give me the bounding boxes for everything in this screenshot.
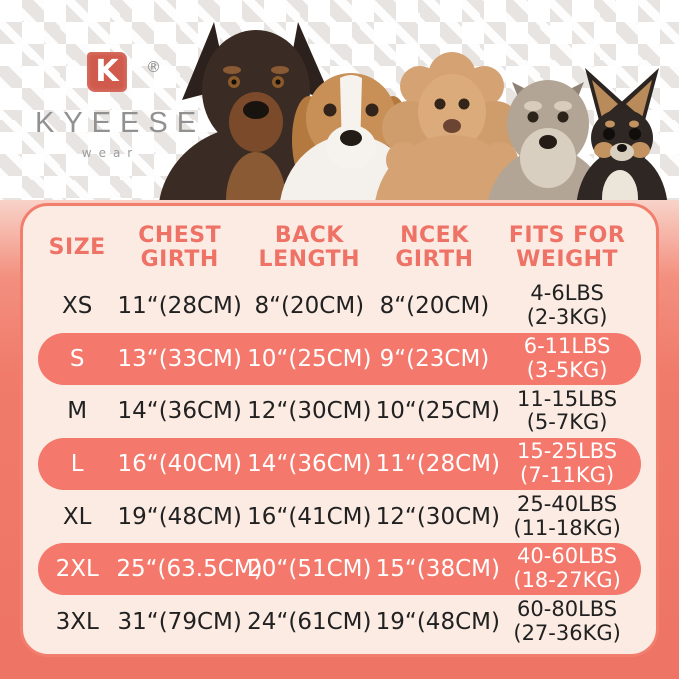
neck-cell: 19“(48CM) [375,608,500,635]
size-cell: XS [62,293,93,320]
weight-cell: 15-25LBS (7-11KG) [517,439,618,488]
weight-cell: 4-6LBS (2-3KG) [526,281,608,330]
table-row-s [38,333,641,386]
size-cell: L [70,451,84,478]
size-cell: S [69,345,85,372]
back-cell: 12“(30CM) [247,398,372,425]
back-cell: 20“(51CM) [247,556,372,583]
size-cell: M [67,398,88,425]
registered-trademark-icon: ® [146,58,161,76]
chest-cell: 19“(48CM) [117,503,242,530]
chest-cell: 25“(63.5CM) [116,556,263,583]
hero-houndstooth-background [0,0,679,205]
weight-cell: 25-40LBS (11-18KG) [513,491,621,540]
size-cell: XL [62,503,92,530]
brand-subtitle: wear [81,146,140,160]
chest-cell: 31“(79CM) [117,608,242,635]
neck-cell: 10“(25CM) [375,398,500,425]
chest-cell: 16“(40CM) [117,451,242,478]
table-header-row [38,216,641,280]
chest-cell: 11“(28CM) [117,293,242,320]
table-row-xs [38,280,641,333]
weight-cell: 11-15LBS (5-7KG) [517,386,618,435]
logo-letter: K [95,54,119,89]
chest-cell: 14“(36CM) [117,398,242,425]
weight-cell: 6-11LBS (3-5KG) [523,333,611,382]
table-row-3xl [38,595,641,648]
back-cell: 24“(61CM) [247,608,372,635]
back-cell: 16“(41CM) [247,503,372,530]
chest-cell: 13“(33CM) [117,345,242,372]
header-back-length: BACK LENGTH [258,223,361,272]
header-neck-girth: NCEK GIRTH [395,223,474,272]
header-size: SIZE [48,235,106,261]
neck-cell: 9“(23CM) [379,345,490,372]
neck-cell: 8“(20CM) [379,293,490,320]
size-chart-card [20,203,659,657]
table-row-xl [38,490,641,543]
weight-cell: 40-60LBS (18-27KG) [513,544,621,593]
back-cell: 8“(20CM) [254,293,365,320]
table-row-l [38,438,641,491]
table-row-m [38,385,641,438]
chihuahua-photo [576,68,668,205]
neck-cell: 15“(38CM) [375,556,500,583]
neck-cell: 11“(28CM) [375,451,500,478]
dogs-photo-strip [0,0,679,205]
size-cell: 3XL [55,608,99,635]
table-row-2xl [38,543,641,596]
neck-cell: 12“(30CM) [375,503,500,530]
brand-name: KYEESE [35,107,206,139]
weight-cell: 60-80LBS (27-36KG) [513,596,621,645]
back-cell: 14“(36CM) [247,451,372,478]
size-cell: 2XL [55,556,99,583]
back-cell: 10“(25CM) [247,345,372,372]
header-fits-for-weight: FITS FOR WEIGHT [508,223,626,272]
header-chest-girth: CHEST GIRTH [138,223,222,272]
